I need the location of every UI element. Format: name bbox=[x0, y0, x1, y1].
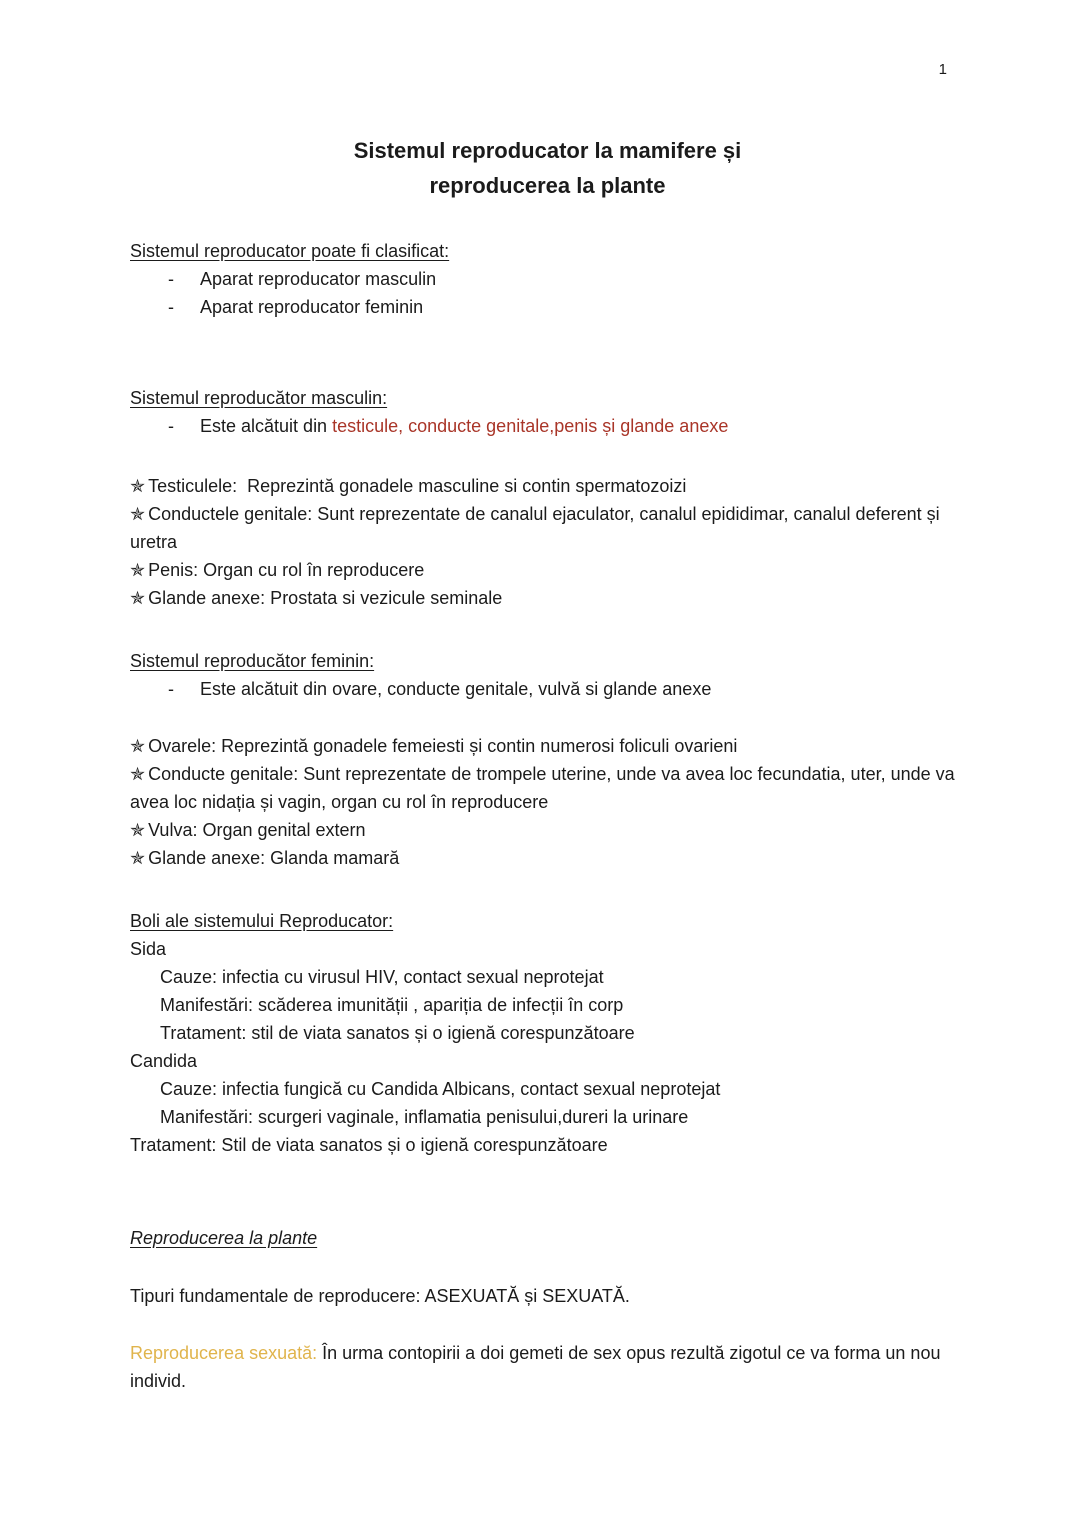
star-item-ovarele bbox=[130, 732, 965, 760]
star-item-text: Glande anexe: Glanda mamară bbox=[148, 848, 400, 868]
star-list-feminin bbox=[130, 732, 965, 872]
intro-text-black: Este alcătuit din bbox=[200, 416, 333, 436]
star-item-glande-anexe-f bbox=[130, 844, 965, 872]
candida-tratament: Tratament: Stil de viata sanatos și o igienă corespunzătoare bbox=[130, 1135, 608, 1155]
star-item-text: Vulva: Organ genital extern bbox=[148, 820, 366, 840]
dash-bullet: - bbox=[168, 269, 174, 289]
title-line-1: Sistemul reproducator la mamifere și bbox=[353, 138, 742, 163]
heading-reproducerea-plante: Reproducerea la plante bbox=[130, 1228, 318, 1248]
document-title bbox=[130, 133, 965, 203]
candida-cauze: Cauze: infectia fungică cu Candida Albicans, contact sexual neprotejat bbox=[160, 1079, 721, 1099]
star-item-conducte-genitale-f bbox=[130, 760, 965, 816]
heading-sistem-feminin: Sistemul reproducător feminin: bbox=[130, 651, 375, 671]
disease-name-candida: Candida bbox=[130, 1051, 198, 1071]
dash-bullet: - bbox=[168, 679, 174, 699]
sida-manifestari: Manifestări: scăderea imunității , apariția de infecții în corp bbox=[160, 995, 624, 1015]
dash-bullet: - bbox=[168, 416, 174, 436]
reproducerea-sexuata-text: În urma contopirii a doi gemeti de sex opus rezultă zigotul ce va forma un nou individ. bbox=[130, 1343, 946, 1391]
star-item-vulva bbox=[130, 816, 965, 844]
star-bullet-icon: ✯ bbox=[130, 588, 146, 608]
star-item-conductele-genitale bbox=[130, 500, 965, 556]
sida-tratament: Tratament: stil de viata sanatos și o igienă corespunzătoare bbox=[160, 1023, 635, 1043]
candida-manifestari: Manifestări: scurgeri vaginale, inflamatia penisului,dureri la urinare bbox=[160, 1107, 689, 1127]
disease-name-sida: Sida bbox=[130, 939, 167, 959]
intro-text: Este alcătuit din ovare, conducte genitale, vulvă si glande anexe bbox=[200, 679, 712, 699]
sida-cauze: Cauze: infectia cu virusul HIV, contact sexual neprotejat bbox=[160, 967, 604, 987]
star-item-penis bbox=[130, 556, 965, 584]
list-item-feminin-intro bbox=[130, 675, 965, 703]
star-item-glande-anexe-m bbox=[130, 584, 965, 612]
star-bullet-icon: ✯ bbox=[130, 764, 146, 784]
star-item-text: Penis: Organ cu rol în reproducere bbox=[148, 560, 425, 580]
star-item-text: Conducte genitale: Sunt reprezentate de trompele uterine, unde va avea loc fecundatia, uter, unde va avea loc nidația și vagin, organ cu rol în reproducere bbox=[130, 764, 960, 812]
heading-clasificare: Sistemul reproducator poate fi clasificat: bbox=[130, 241, 450, 261]
star-bullet-icon: ✯ bbox=[130, 736, 146, 756]
star-bullet-icon: ✯ bbox=[130, 820, 146, 840]
star-item-testiculele bbox=[130, 472, 965, 500]
star-bullet-icon: ✯ bbox=[130, 848, 146, 868]
list-item-text: Aparat reproducator masculin bbox=[200, 269, 437, 289]
heading-boli: Boli ale sistemului Reproducator: bbox=[130, 911, 394, 931]
list-item-aparat-masculin bbox=[130, 265, 965, 293]
star-bullet-icon: ✯ bbox=[130, 476, 146, 496]
dash-bullet: - bbox=[168, 297, 174, 317]
page-number: 1 bbox=[938, 61, 947, 78]
star-bullet-icon: ✯ bbox=[130, 560, 146, 580]
reproducerea-sexuata-label: Reproducerea sexuată: bbox=[130, 1343, 318, 1363]
star-bullet-icon: ✯ bbox=[130, 504, 146, 524]
list-item-text: Aparat reproducator feminin bbox=[200, 297, 424, 317]
reproducerea-sexuata-paragraph bbox=[130, 1339, 965, 1395]
intro-text-red: testicule, conducte genitale,penis și glande anexe bbox=[332, 416, 729, 436]
star-item-text: Conductele genitale: Sunt reprezentate de canalul ejaculator, canalul epididimar, canalul deferent și uretra bbox=[130, 504, 945, 552]
list-item-masculin-intro bbox=[130, 412, 965, 440]
list-item-aparat-feminin bbox=[130, 293, 965, 321]
star-list-masculin bbox=[130, 472, 965, 612]
star-item-text: Glande anexe: Prostata si vezicule seminale bbox=[148, 588, 503, 608]
tipuri-reproducere-line: Tipuri fundamentale de reproducere: ASEXUATĂ și SEXUATĂ. bbox=[130, 1286, 630, 1306]
heading-sistem-masculin: Sistemul reproducător masculin: bbox=[130, 388, 388, 408]
star-item-text: Ovarele: Reprezintă gonadele femeiesti și contin numerosi foliculi ovarieni bbox=[148, 736, 738, 756]
title-line-2: reproducerea la plante bbox=[429, 173, 666, 198]
star-item-text: Testiculele: Reprezintă gonadele masculine si contin spermatozoizi bbox=[148, 476, 687, 496]
